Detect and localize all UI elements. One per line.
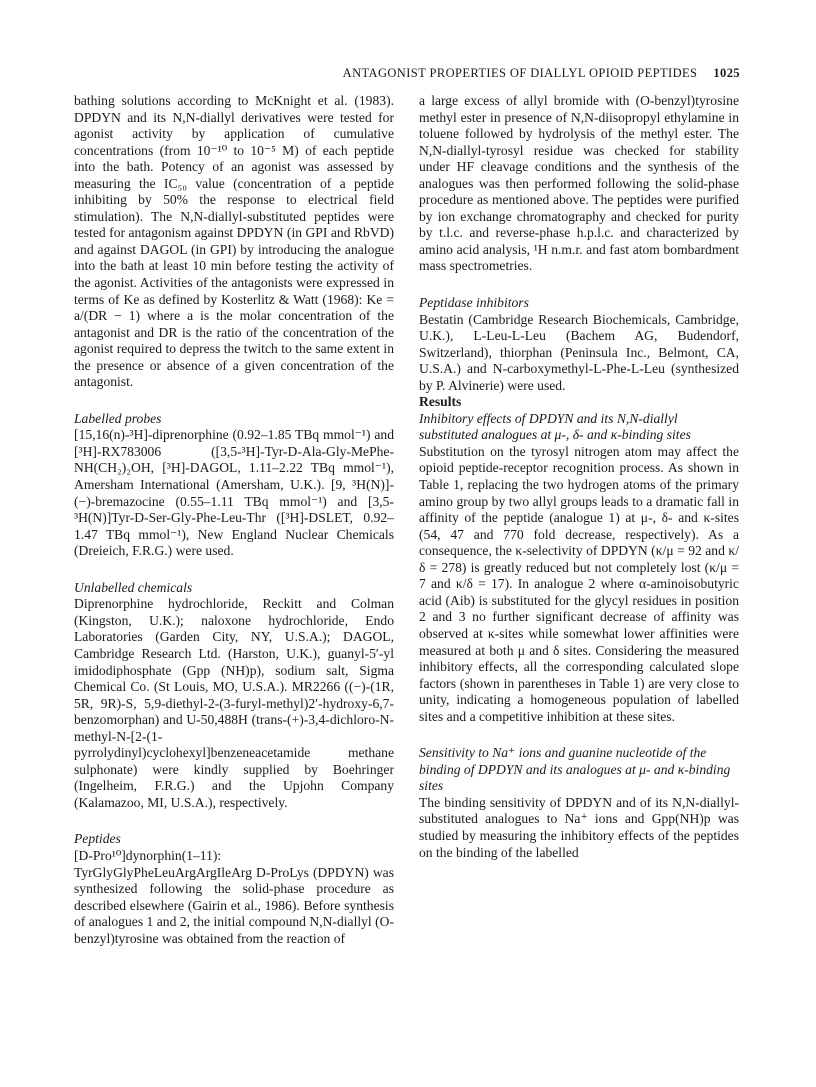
running-title: ANTAGONIST PROPERTIES OF DIALLYL OPIOID PEPTIDES <box>342 66 698 80</box>
paragraph-sensitivity: The binding sensitivity of DPDYN and of its N,N-diallyl-substituted analogues to Na⁺ ions and Gpp(NH)p was studied by measuring the inhibitory effects of the peptides on the binding of the labelled <box>419 794 739 860</box>
heading-unlabelled-chemicals: Unlabelled chemicals <box>74 579 193 595</box>
heading-peptidase-inhibitors: Peptidase inhibitors <box>419 295 529 311</box>
paragraph-unlabelled-chemicals: Diprenorphine hydrochloride, Reckitt and Colman (Kingston, U.K.); naloxone hydrochloride, Endo Laboratories (Garden City, NY, U.S.A.); DAGOL, Cambridge Research Ltd. (Harston, U.K.), guanyl-5′-yl imidodiphosphate (Gpp (NH)p), sodium salt, Sigma Chemical Co. (St Louis, MO, U.S.A.). MR2266 ((−)-(1R, 5R, 9R)-S, 5,9-diethyl-2-(3-furyl-methyl)2′-hydroxy-6,7-benzomorphan) and U-50,488H (trans-(+)-3,4-dichloro-N-methyl-N-[2-(1-pyrrolydinyl)cyclohexyl]benzeneacetamide methane sulphonate) were kindly supplied by Boehringer (Ingelheim, F.R.G.) and the Upjohn Company (Kalamazoo, MI, U.S.A.), respectively. <box>74 596 394 810</box>
heading-results: Results <box>419 394 462 410</box>
heading-peptides: Peptides <box>74 831 121 847</box>
paragraph-peptidase-inhibitors: Bestatin (Cambridge Research Biochemicals, Cambridge, U.K.), L-Leu-L-Leu (Bachem AG, Budendorf, Switzerland), thiorphan (Peninsula Inc., Belmont, CA, U.S.A.) and N-carboxymethyl-L-Phe-L-Leu (synthesized by P. Alvinerie) were used. <box>419 311 739 393</box>
running-header <box>74 66 740 81</box>
page-number: 1025 <box>713 66 740 80</box>
left-column <box>74 93 394 947</box>
heading-sensitivity: Sensitivity to Na⁺ ions and guanine nucleotide of the binding of DPDYN and its analogues at μ- and κ-binding sites <box>419 745 731 794</box>
paragraph-intro: bathing solutions according to McKnight et al. (1983). DPDYN and its N,N-diallyl derivatives were tested for agonist activity by application of cumulative concentrations (from 10⁻¹⁰ to 10⁻⁵ M) of each peptide into the bath. Potency of an agonist was assessed by measuring the IC₅₀ value (concentration of a peptide inhibiting by 50% the response to electrical field stimulation). The N,N-diallyl-substituted peptides were tested for antagonism against DPDYN (in GPI and RbVD) and against DAGOL (in GPI) by introducing the analogue into the bath at least 10 min before testing the activity of the agonist. Activities of the antagonists were expressed in terms of Ke as defined by Kosterlitz & Watt (1968): Ke = a/(DR − 1) where a is the molar concentration of the antagonist and DR is the ratio of the concentration of the agonist required to depress the twitch to the same extent in the presence or absence of a given concentration of the antagonist. <box>74 93 394 390</box>
paragraph-labelled-probes: [15,16(n)-³H]-diprenorphine (0.92–1.85 TBq mmol⁻¹) and [³H]-RX783006 ([3,5-³H]-Tyr-D-Ala-Gly-MePhe-NH(CH₂)₂OH, [³H]-DAGOL, 1.11–2.22 TBq mmol⁻¹), Amersham International (Amersham, U.K.). [9, ³H(N)]-(−)-bremazocine (0.55–1.11 TBq mmol⁻¹) and [3,5-³H(N)]Tyr-D-Ser-Gly-Phe-Leu-Thr ([³H]-DSLET, 0.92–1.47 TBq mmol⁻¹), New England Nuclear Chemicals (Dreieich, F.R.G.) were used. <box>74 427 394 559</box>
heading-labelled-probes: Labelled probes <box>74 410 162 426</box>
paragraph-synthesis: a large excess of allyl bromide with (O-benzyl)tyrosine methyl ester in presence of N,N-diisopropyl ethylamine in toluene followed by hydrolysis of the methyl ester. The N,N-diallyl-tyrosyl residue was checked for stability under HF cleavage conditions and the synthesis of the analogues was then performed following the solid-phase procedure as mentioned above. The peptides were purified by ion exchange chromatography and checked for purity by t.l.c. and reverse-phase h.p.l.c. and characterized by amino acid analysis, ¹H n.m.r. and fast atom bombardment mass spectrometries. <box>419 93 739 274</box>
paragraph-peptides: [D-Pro¹⁰]dynorphin(1–11): TyrGlyGlyPheLeuArgArgIleArg D-ProLys (DPDYN) was synthesized following the solid-phase procedure as described elsewhere (Gairin et al., 1986). Before synthesis of analogues 1 and 2, the initial compound N,N-diallyl (O-benzyl)tyrosine was obtained from the reaction of <box>74 847 394 946</box>
paragraph-inhibitory-effects: Substitution on the tyrosyl nitrogen atom may affect the opioid peptide-receptor recognition process. As shown in Table 1, replacing the two hydrogen atoms of the primary amino group by two allyl groups leads to a dramatic fall in affinity of the peptide (analogue 1) at μ-, δ- and κ-sites (54, 47 and 770 fold decrease, respectively). As a consequence, the κ-selectivity of DPDYN (κ/μ = 92 and κ/δ = 278) is greatly reduced but not completely lost (κ/μ = 7 and κ/δ = 17). In analogue 2 where α-aminoisobutyric acid (Aib) is substituted for the glycyl residues in position 2 and 3 no further significant decrease of affinity was observed at κ-sites while somewhat lower affinities were measured at both μ and δ sites. Considering the measured inhibitory effects, all the corresponding calculated slope factors (shown in parentheses in Table 1) are very close to unity, indicating a homogeneous population of labelled sites and a competitive inhibition at these sites. <box>419 443 739 724</box>
right-column <box>419 93 739 861</box>
heading-inhibitory-effects: Inhibitory effects of DPDYN and its N,N-diallyl substituted analogues at μ-, δ- and κ-binding sites <box>419 410 691 443</box>
